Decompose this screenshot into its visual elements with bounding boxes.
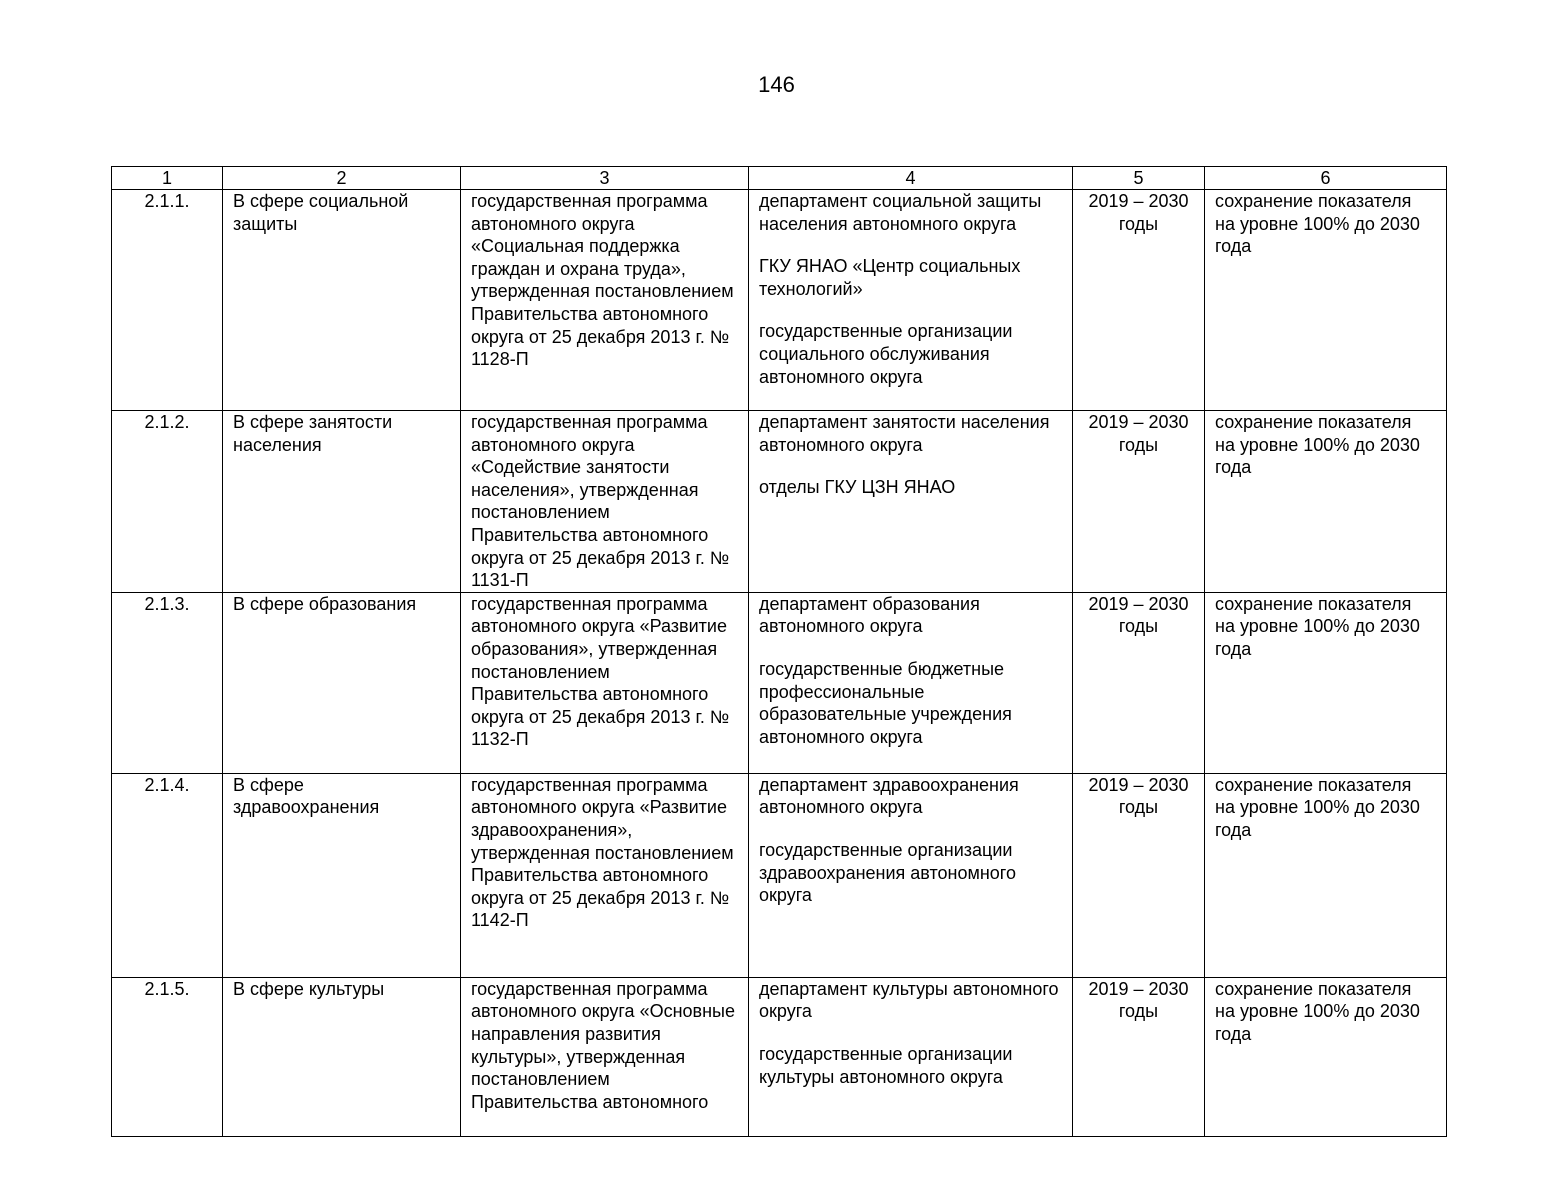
program-cell: государственная программа автономного округа «Развитие здравоохранения», утвержденная постановлением Правительства автономного округа от 25 декабря 2013 г. № 1142-П [461,773,749,977]
column-header: 2 [223,167,461,190]
sphere-cell: В сфере занятости населения [223,411,461,593]
measures-table [111,166,1447,1137]
executor-text: департамент здравоохранения автономного округа [759,774,1019,818]
result-cell: сохранение показателя на уровне 100% до 2030 года [1205,977,1447,1136]
executors-cell [749,977,1073,1136]
table-row [112,592,1447,773]
result-cell: сохранение показателя на уровне 100% до 2030 года [1205,592,1447,773]
executor-text: департамент занятости населения автономного округа [759,412,1050,455]
column-header: 1 [112,167,223,190]
row-number: 2.1.1. [112,190,223,411]
executor-text: департамент образования автономного округа [759,593,980,637]
executor-text: государственные организации социального обслуживания автономного округа [759,321,1013,387]
executor-text: отделы ГКУ ЦЗН ЯНАО [759,477,956,498]
row-number: 2.1.3. [112,592,223,773]
table-row [112,977,1447,1136]
executors-cell [749,411,1073,593]
table-row [112,411,1447,593]
period-cell: 2019 – 2030 годы [1073,592,1205,773]
period-cell: 2019 – 2030 годы [1073,190,1205,411]
program-cell: государственная программа автономного округа «Основные направления развития культуры», утвержденная постановлением Правительства автономного [461,977,749,1136]
table-row [112,190,1447,411]
result-cell: сохранение показателя на уровне 100% до 2030 года [1205,773,1447,977]
header-row [112,167,1447,190]
period-cell: 2019 – 2030 годы [1073,411,1205,593]
sphere-cell: В сфере социальной защиты [223,190,461,411]
sphere-cell: В сфере культуры [223,977,461,1136]
result-cell: сохранение показателя на уровне 100% до 2030 года [1205,190,1447,411]
row-number: 2.1.4. [112,773,223,977]
row-number: 2.1.2. [112,411,223,593]
row-number: 2.1.5. [112,977,223,1136]
executor-text: государственные организации культуры автономного округа [759,1043,1013,1087]
sphere-cell: В сфере образования [223,592,461,773]
executor-text: государственные организации здравоохранения автономного округа [759,839,1016,906]
program-cell: государственная программа автономного округа «Социальная поддержка граждан и охрана труда», утвержденная постановлением Правительства автономного округа от 25 декабря 2013 г. № 1128-П [461,190,749,411]
executor-text: департамент культуры автономного округа [759,978,1059,1022]
column-header: 5 [1073,167,1205,190]
program-cell: государственная программа автономного округа «Развитие образования», утвержденная постановлением Правительства автономного округа от 25 декабря 2013 г. № 1132-П [461,592,749,773]
result-cell: сохранение показателя на уровне 100% до 2030 года [1205,411,1447,593]
column-header: 3 [461,167,749,190]
column-header: 6 [1205,167,1447,190]
program-cell: государственная программа автономного округа «Содействие занятости населения», утвержденная постановлением Правительства автономного округа от 25 декабря 2013 г. № 1131-П [461,411,749,593]
period-cell: 2019 – 2030 годы [1073,977,1205,1136]
sphere-cell: В сфере здравоохранения [223,773,461,977]
period-cell: 2019 – 2030 годы [1073,773,1205,977]
executors-cell [749,190,1073,411]
executor-text: государственные бюджетные профессиональные образовательные учреждения автономного округа [759,658,1012,747]
column-header: 4 [749,167,1073,190]
executors-cell [749,773,1073,977]
executor-text: ГКУ ЯНАО «Центр социальных технологий» [759,256,1021,299]
executor-text: департамент социальной защиты населения автономного округа [759,191,1042,234]
table-row [112,773,1447,977]
executors-cell [749,592,1073,773]
page-number: 146 [758,72,795,97]
